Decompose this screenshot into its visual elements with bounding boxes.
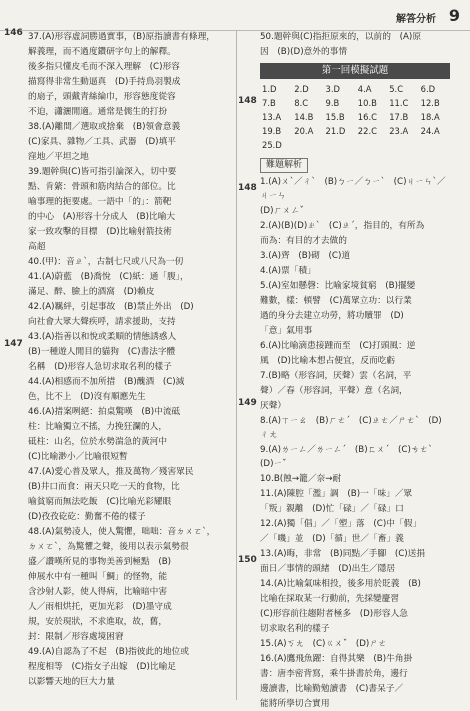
answer-explanation-line: (D)ㄏㄨㄥˇ [260, 206, 304, 216]
answer-explanation-line: 喻貧窮而無法吃飯 (C)比喻光彩耀眼 [28, 497, 172, 507]
answer-explanation-line: 50.題幹與(C)指拒原來的，以前的 (A)原 [260, 32, 422, 42]
answer-cell: 18.A [420, 112, 440, 122]
answer-explanation-line: 規，安於現狀，不求進取，故，舊， [28, 617, 167, 627]
answer-cell: 5.C [389, 84, 404, 94]
answer-explanation-line: 封：限制／形容處境困窘 [28, 632, 124, 642]
answer-explanation-line: 點、肯綮：骨頭和筋肉結合的部位。比 [28, 182, 176, 192]
answer-cell: 6.D [420, 84, 436, 94]
header-title: 解答分析 [396, 14, 436, 25]
answer-explanation-line: 不迫，瀟灑閒適。通常是儒生的打扮 [28, 107, 167, 117]
answer-explanation-line: 厌聲） [260, 401, 287, 411]
answer-explanation-line: 程度相等 (C)指女子出嫁 (D)比喻足 [28, 662, 176, 672]
answer-explanation-line: 47.(A)愛心普及眾人，推及萬物／殘害眾民 [28, 467, 194, 477]
answer-explanation-line: 滿足、醉、臉上的酒窩 (D)賴皮 [28, 287, 155, 297]
answer-row [260, 138, 450, 152]
answer-cell: 16.C [357, 112, 377, 122]
answer-explanation-line: 8.(A)ㄒㄧㄠ (B)ㄏㄜˊ (C)ㄓㄜ／ㄕㄜˋ (D)ㄔㄤ [260, 416, 442, 440]
answer-cell: 12.B [420, 98, 440, 108]
answer-cell [324, 138, 356, 152]
answer-cell: 20.A [294, 126, 314, 136]
answer-explanation-line: 難數，樣：頓譬 (C)萬眾立功：以行業 [260, 296, 412, 306]
answer-cell: 7.B [262, 98, 276, 108]
answer-explanation-line: (C)家具、雜物／工具、武器 (D)填平 [28, 137, 176, 147]
margin-mark: 150 [238, 555, 257, 565]
page-number: 9 [448, 6, 460, 25]
section-title: 第一回模擬試題 [260, 63, 450, 79]
answer-cell: 8.C [294, 98, 309, 108]
answer-cell: 15.B [325, 112, 345, 122]
answer-cell: 23.A [389, 126, 409, 136]
answer-explanation-line: 色，比不上 (D)沒有順應先生 [28, 392, 146, 402]
margin-mark: 148 [238, 183, 257, 193]
answer-explanation-line: 12.(A)獨「倡」／「塑」落 (C)中「假」 [260, 519, 422, 529]
answer-explanation-line: (C)形容前往趨附者極多 (D)形容人急 [260, 609, 408, 619]
answer-explanation-line: 聲）／春（形容詞，平聲）意（名詞， [260, 386, 408, 396]
answer-explanation-line: 後多指只懂皮毛而不深入理解 (C)形容 [28, 62, 180, 72]
answer-cell: 14.B [294, 112, 314, 122]
answer-explanation-line: 解義理，而不過度鑽研字句上的解釋。 [28, 47, 176, 57]
answer-cell: 22.C [357, 126, 377, 136]
answer-explanation-line: 10.B(蝕→籠／奈→耐 [260, 474, 342, 484]
answer-explanation-line: 窪地／平坦之地 [28, 152, 89, 162]
answer-row [260, 110, 450, 124]
answer-explanation-line: 16.(A)鷹飛魚躍：自得其樂 (B)牛角掛 [260, 654, 413, 664]
right-column [260, 30, 450, 709]
answer-cell [419, 138, 450, 152]
answer-explanation-line: 43.(A)指善以和悅或柔順的情態誘惑人 [28, 332, 177, 342]
answer-explanation-line: 5.(A)室如懸磬：比喻家境貧窮 (B)擺變 [260, 281, 416, 291]
answer-explanation-line: 46.(A)措案咧絕：拍桌驚嘆 (B)中流砥 [28, 407, 181, 417]
answer-explanation-line: 過的身分去建立功勞，將功贖罪 (D) [260, 311, 404, 321]
answer-explanation-line: 7.(B)略（形容詞，厌聲）雲（名詞，平 [260, 371, 412, 381]
answer-cell: 9.B [325, 98, 340, 108]
answer-explanation-line: 15.(A)ㄎㄤ (C)ㄍㄨˇ (D)ㄕㄜ [260, 639, 387, 649]
answer-explanation-line: 比喻在採取某一行動前，先採變慶習 [260, 594, 399, 604]
answer-explanation-line: 伸展水中有一種叫「鯛」的怪物，能 [28, 572, 167, 582]
answer-row [260, 82, 450, 96]
answer-explanation-line: 「叛」親離 (D)忙「碌」／「碌」口 [260, 504, 404, 514]
answer-explanation-line: 能將所學切合實用 [260, 699, 330, 709]
answer-cell [356, 138, 387, 152]
answer-explanation-line: 名稱 (D)形容人急切求取名利的樣子 [28, 362, 172, 372]
answer-explanation-line: 砥柱：山名，位於水勢湍急的黃河中 [28, 437, 167, 447]
answer-explanation-line: 37.(A)形容虛詞勝過實事，(B)原指讀書有條理， [28, 32, 215, 42]
answer-explanation-line: 38.(A)離間／選取或捨棄 (B)領會意義 [28, 122, 181, 132]
answer-cell: 11.C [389, 98, 409, 108]
answer-row [260, 124, 450, 138]
answer-explanation-line: ㄉㄨㄛˋ，為驚懼之聲，後用以表示氣勢很 [28, 542, 189, 552]
margin-mark: 147 [4, 339, 23, 349]
answer-explanation-line: 1.(A)ㄨˋ／ㄔˋ (B)ㄅㄧ／ㄅㄧˋ (C)ㄐㄧㄣˋ／ㄐㄧㄣ [260, 177, 446, 201]
answer-explanation-line: 含沙射人影，使人得病，比喻暗中害 [28, 587, 167, 597]
answer-cell: 10.B [357, 98, 377, 108]
answer-explanation-line: 家一致攻擊的目標 (D)比喻射箭技術 [28, 227, 172, 237]
answer-cell: 17.B [389, 112, 409, 122]
answer-cell: 1.D [262, 84, 277, 94]
answer-explanation-line: 向社會大眾大聲疾呼，請求援助，支持 [28, 317, 176, 327]
answer-explanation-line: 風 (D)比喻本想占便宜，反而吃虧 [260, 356, 396, 366]
answer-cell: 4.A [357, 84, 372, 94]
answer-cell: 24.A [420, 126, 440, 136]
answer-explanation-line: 書：唐李密背寫，乘牛掛書於角，邊行 [260, 669, 408, 679]
answer-explanation-line: ／「嘰」並 (D)「循」世／「畜」義 [260, 534, 404, 544]
answer-explanation-line: 描寫得非常生動逼真 (D)手持鳥羽製成 [28, 77, 181, 87]
answer-explanation-line: 9.(A)ㄌㄧㄥ／ㄌㄧㄥˊ (B)ㄈㄨˊ (C)ㄘㄜˋ (D)ㄧˇ [260, 445, 442, 469]
answer-cell [292, 138, 323, 152]
answer-cell: 21.D [325, 126, 346, 136]
answer-explanation-line: 48.(A)氣勢凌人，使人驚懼，咄咄：音ㄉㄨㄛˋ， [28, 527, 216, 537]
answer-cell: 2.D [294, 84, 309, 94]
margin-mark: 146 [4, 28, 23, 38]
answer-explanation-line: 面日／事情的頭緒 (D)出生／隱居 [260, 564, 396, 574]
answer-explanation-line: 11.(A)陳腔「濫」調 (B)一「味」／眾 [260, 489, 413, 499]
answer-cell: 13.A [262, 112, 282, 122]
answer-explanation-line: 切求取名利的樣子 [260, 624, 330, 634]
answer-explanation-line: (C)比喻渺小／比喻很短暫 [28, 452, 128, 462]
answer-cell [387, 138, 418, 152]
answer-explanation-line: 40.(甲)：音ㄓˋ，古制七尺或八尺為一仞 [28, 257, 184, 267]
answer-explanation-line: 6.(A)比喻滴患接踵而至 (C)打頭風：逆 [260, 341, 416, 351]
answer-explanation-line: 44.(A)相感而不加所措 (B)醜酒 (C)減 [28, 377, 185, 387]
answer-explanation-line: 14.(A)比喻氣味相投，後多用於貶義 (B) [260, 579, 421, 589]
answer-explanation-line: 「意」氣用事 [260, 326, 313, 336]
answer-explanation-line: (B)一種遊人閒目的貓狗 (C)書法字體 [28, 347, 176, 357]
answer-explanation-line: 42.(A)羈絆，引起事故 (B)禁止外出 (D) [28, 302, 194, 312]
left-column [28, 30, 226, 700]
answer-explanation-line: 3.(A)齊 (B)砌 (C)道 [260, 251, 351, 261]
answer-explanation-line: (B)井口而食：兩天只吃一天的食物，比 [28, 482, 180, 492]
margin-mark: 148 [238, 96, 257, 106]
answer-explanation-line: (D)孜孜矻矻：勤奮不倦的樣子 [28, 512, 146, 522]
answer-row [260, 96, 450, 110]
answer-cell: 3.D [325, 84, 340, 94]
answer-explanation-line: 因 (B)(D)意外的事情 [260, 47, 348, 57]
answer-explanation-line: 4.(A)票「積」 [260, 266, 316, 276]
answer-explanation-line: 高超 [28, 242, 46, 252]
answer-table [260, 82, 450, 152]
margin-mark: 149 [238, 398, 257, 408]
answer-explanation-line: 而為：有目的才去做的 [260, 236, 347, 246]
answer-explanation-line: 41.(A)蔚藍 (B)喬悅 (C)紙：通「腹」， [28, 272, 189, 282]
page-header [0, 0, 470, 31]
answer-explanation-line: 49.(A)自認為了不起 (B)指彼此的地位或 [28, 647, 189, 657]
answer-explanation-line: 的扇子，頭戴青絲綸巾，形容態度從容 [28, 92, 176, 102]
answer-explanation-line: 喻事理的扼要處。一語中「的」：箭靶 [28, 197, 172, 207]
answer-explanation-line: 的中心 (A)形容十分成人 (B)比喻大 [28, 212, 176, 222]
answer-explanation-line: 2.(A)(B)(D)ㄓˋ (C)ㄓˊ，指目的，有所為 [260, 221, 425, 231]
answer-explanation-line: 以影響天地的巨大力量 [28, 677, 115, 687]
answer-explanation-line: 39.題幹與(C)皆可指引論深入，切中要 [28, 167, 177, 177]
answer-explanation-line: 人／雨相烘托，更加光彩 (D)墨守成 [28, 602, 172, 612]
answer-explanation-line: 盛／讚嘆所見的事物美善到極點 (B) [28, 557, 172, 567]
answer-cell: 25.D [262, 140, 282, 150]
answer-explanation-line: 13.(A)晦，非常 (B)同點／手腳 (C)送捐 [260, 549, 426, 559]
answer-explanation-line: 邊讀書，比喻勤勉讀書 (C)書呆子／ [260, 684, 404, 694]
analysis-title: 難題解析 [260, 158, 308, 173]
answer-cell: 19.B [262, 126, 282, 136]
answer-explanation-line: 柱：比喻獨立不搖，力挽狂瀾的人， [28, 422, 167, 432]
column-divider [236, 30, 237, 700]
